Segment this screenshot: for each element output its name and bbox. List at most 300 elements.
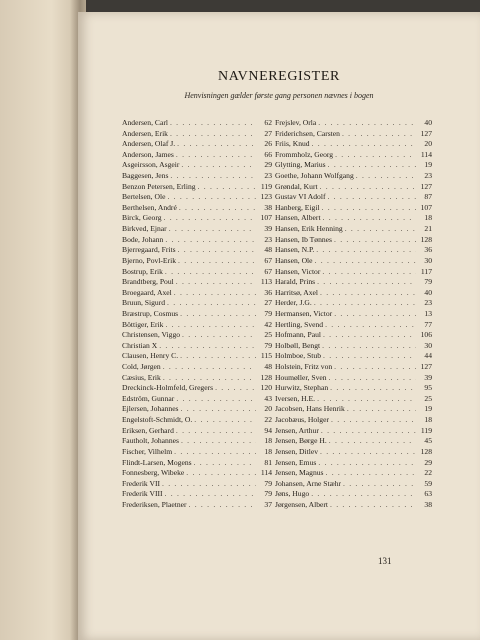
entry-page: 38	[264, 202, 272, 212]
entry-page: 115	[260, 351, 272, 361]
entry-name: Dreckinck-Holmfeld, Gregers	[122, 383, 214, 393]
index-entry	[275, 203, 432, 214]
entry-name: Hermansen, Victor	[275, 308, 333, 318]
dot-leader	[347, 404, 416, 415]
entry-name: Houmøller, Sven	[275, 372, 327, 382]
dot-leader	[170, 118, 256, 129]
entry-page: 36	[264, 287, 272, 297]
index-entry	[275, 373, 432, 384]
dot-leader	[318, 458, 416, 469]
index-entry	[275, 118, 432, 129]
index-entry	[122, 203, 272, 214]
index-entry	[275, 245, 432, 256]
entry-name: Fautholt, Johannes	[122, 436, 179, 446]
dot-leader	[165, 267, 256, 278]
index-entry	[275, 309, 432, 320]
entry-page: 117	[420, 266, 432, 276]
entry-page: 26	[264, 139, 272, 149]
index-entry	[122, 373, 272, 384]
index-entry	[275, 500, 432, 511]
entry-page: 107	[260, 213, 272, 223]
dot-leader	[198, 182, 256, 193]
dot-leader	[356, 171, 416, 182]
dot-leader	[165, 489, 256, 500]
entry-name: Broegaard, Axel	[122, 287, 172, 297]
entry-page: 127	[420, 362, 432, 372]
entry-name: Cæsius, Erik	[122, 372, 161, 382]
entry-page: 45	[424, 436, 432, 446]
dot-leader	[330, 500, 416, 511]
entry-name: Bræstrup, Cosmus	[122, 308, 179, 318]
entry-name: Böttiger, Erik	[122, 319, 164, 329]
entry-name: Frederik VIII	[122, 489, 163, 499]
index-entry	[122, 118, 272, 129]
page-title: NAVNEREGISTER	[218, 69, 340, 84]
entry-name: Johansen, Arne Stæhr	[275, 478, 342, 488]
entry-page: 23	[264, 171, 272, 181]
index-entry	[122, 139, 272, 150]
dot-leader	[167, 192, 256, 203]
entry-name: Ejlersen, Johannes	[122, 404, 179, 414]
index-entry	[122, 245, 272, 256]
entry-name: Flindt-Larsen, Mogens	[122, 457, 192, 467]
entry-name: Jensen, Arthur	[275, 425, 319, 435]
entry-name: Holmboe, Stub	[275, 351, 321, 361]
index-entry	[122, 500, 272, 511]
entry-page: 25	[264, 330, 272, 340]
dot-leader	[345, 224, 416, 235]
index-entry	[122, 351, 272, 362]
index-column-left	[122, 118, 272, 511]
entry-name: Jensen, Børge H.	[275, 436, 327, 446]
entry-page: 37	[264, 499, 272, 509]
entry-name: Brandtberg, Poul	[122, 277, 174, 287]
entry-name: Holstein, Fritz von	[275, 362, 333, 372]
entry-name: Andersen, Olaf J.	[122, 139, 176, 149]
entry-name: Jensen, Emus	[275, 457, 317, 467]
entry-name: Clausen, Henry C.	[122, 351, 179, 361]
entry-name: Hansen, Victor	[275, 266, 321, 276]
dot-leader	[182, 330, 256, 341]
index-entry	[122, 426, 272, 437]
index-entry	[275, 160, 432, 171]
entry-page: 22	[424, 468, 432, 478]
entry-name: Friderichsen, Carsten	[275, 128, 340, 138]
index-entry	[275, 351, 432, 362]
entry-name: Birkved, Ejnar	[122, 224, 167, 234]
entry-name: Fischer, Vilhelm	[122, 446, 173, 456]
entry-name: Hansen, Ib Tønnes	[275, 234, 333, 244]
dot-leader	[180, 309, 256, 320]
entry-page: 29	[424, 457, 432, 467]
entry-page: 77	[424, 319, 432, 329]
entry-page: 39	[424, 372, 432, 382]
entry-name: Hurwitz, Stephan	[275, 383, 329, 393]
dot-leader	[170, 171, 256, 182]
entry-name: Friis, Knud	[275, 139, 310, 149]
index-entry	[122, 277, 272, 288]
index-entry	[122, 235, 272, 246]
dot-leader	[327, 192, 416, 203]
index-entry	[275, 404, 432, 415]
entry-page: 27	[264, 128, 272, 138]
dot-leader	[322, 203, 416, 214]
entry-page: 59	[424, 478, 432, 488]
index-entry	[122, 404, 272, 415]
dot-leader	[342, 129, 416, 140]
dot-leader	[323, 330, 416, 341]
dot-leader	[334, 309, 416, 320]
index-entry	[275, 362, 432, 373]
entry-name: Herder, J.G.	[275, 298, 312, 308]
entry-name: Bostrup, Erik	[122, 266, 163, 276]
entry-name: Frederiksen, Plaetner	[122, 499, 187, 509]
entry-page: 23	[424, 298, 432, 308]
index-column-right	[275, 118, 432, 511]
entry-page: 119	[420, 425, 432, 435]
entry-name: Bertelsen, Ole	[122, 192, 166, 202]
index-entry	[275, 277, 432, 288]
entry-page: 48	[264, 362, 272, 372]
entry-page: 62	[264, 118, 272, 127]
index-entry	[122, 489, 272, 500]
dot-leader	[163, 373, 256, 384]
entry-name: Andersen, Carl	[122, 118, 168, 127]
dot-leader	[315, 256, 416, 267]
dot-leader	[326, 468, 416, 479]
entry-page: 48	[264, 245, 272, 255]
dot-leader	[334, 362, 416, 373]
entry-page: 29	[264, 160, 272, 170]
entry-page: 79	[264, 489, 272, 499]
entry-page: 128	[420, 446, 432, 456]
entry-page: 113	[260, 277, 272, 287]
index-entry	[275, 436, 432, 447]
entry-page: 39	[264, 224, 272, 234]
entry-name: Hanberg, Eigil	[275, 202, 320, 212]
dot-leader	[320, 447, 416, 458]
index-entry	[122, 362, 272, 373]
index-entry	[122, 288, 272, 299]
entry-page: 19	[424, 404, 432, 414]
entry-page: 87	[424, 192, 432, 202]
index-entry	[275, 479, 432, 490]
entry-page: 20	[424, 139, 432, 149]
dot-leader	[328, 160, 416, 171]
index-entry	[275, 150, 432, 161]
index-entry	[275, 458, 432, 469]
index-page	[78, 12, 480, 640]
dot-leader	[311, 489, 416, 500]
entry-name: Hofmann, Paul	[275, 330, 321, 340]
entry-page: 123	[260, 192, 272, 202]
index-entry	[122, 415, 272, 426]
dot-leader	[176, 277, 256, 288]
index-entry	[122, 267, 272, 278]
dot-leader	[167, 298, 256, 309]
index-entry	[275, 224, 432, 235]
dot-leader	[323, 213, 416, 224]
dot-leader	[176, 150, 256, 161]
entry-name: Hertling, Svend	[275, 319, 324, 329]
index-entry	[122, 224, 272, 235]
entry-name: Harritsø, Axel	[275, 287, 319, 297]
entry-page: 127	[420, 181, 432, 191]
dot-leader	[320, 288, 416, 299]
entry-name: Goethe, Johann Wolfgang	[275, 171, 354, 181]
index-entry	[122, 341, 272, 352]
entry-page: 18	[424, 415, 432, 425]
index-entry	[122, 150, 272, 161]
dot-leader	[194, 415, 256, 426]
entry-name: Christian X	[122, 340, 158, 350]
dot-leader	[316, 245, 416, 256]
entry-page: 44	[424, 351, 432, 361]
index-entry	[275, 235, 432, 246]
entry-page: 95	[424, 383, 432, 393]
entry-page: 18	[264, 446, 272, 456]
dot-leader	[317, 277, 416, 288]
index-entry	[275, 213, 432, 224]
entry-name: Glytting, Marius	[275, 160, 326, 170]
index-entry	[275, 394, 432, 405]
dot-leader	[176, 394, 256, 405]
dot-leader	[163, 362, 256, 373]
entry-name: Hansen, Ole	[275, 255, 313, 265]
index-entry	[122, 171, 272, 182]
entry-page: 114	[260, 468, 272, 478]
entry-name: Bruun, Sigurd	[122, 298, 166, 308]
entry-page: 119	[260, 181, 272, 191]
index-entry	[122, 182, 272, 193]
dot-leader	[331, 415, 416, 426]
entry-page: 81	[264, 457, 272, 467]
index-entry	[275, 320, 432, 331]
entry-page: 19	[424, 160, 432, 170]
dot-leader	[322, 267, 416, 278]
entry-page: 40	[424, 118, 432, 127]
dot-leader	[165, 235, 256, 246]
dot-leader	[179, 203, 256, 214]
dot-leader	[320, 182, 416, 193]
dot-leader	[325, 320, 416, 331]
dot-leader	[180, 351, 256, 362]
entry-page: 18	[264, 436, 272, 446]
entry-page: 27	[264, 298, 272, 308]
entry-page: 120	[260, 383, 272, 393]
dot-leader	[162, 479, 256, 490]
entry-name: Anderson, James	[122, 149, 174, 159]
entry-name: Bode, Johann	[122, 234, 164, 244]
index-entry	[275, 298, 432, 309]
entry-name: Bjerregaard, Frits	[122, 245, 176, 255]
index-entry	[122, 320, 272, 331]
page-number: 131	[378, 556, 392, 566]
entry-page: 25	[424, 393, 432, 403]
entry-page: 127	[420, 128, 432, 138]
dot-leader	[215, 383, 256, 394]
entry-page: 30	[424, 255, 432, 265]
index-entry	[122, 436, 272, 447]
index-entry	[122, 458, 272, 469]
index-entry	[275, 468, 432, 479]
entry-name: Fonnesberg, Wibeke	[122, 468, 185, 478]
entry-name: Engelstoft-Schmidt, O.	[122, 415, 193, 425]
dot-leader	[318, 118, 416, 129]
entry-page: 38	[424, 499, 432, 509]
index-entry	[275, 267, 432, 278]
entry-page: 79	[424, 277, 432, 287]
dot-leader	[321, 426, 416, 437]
entry-name: Holbøll, Bengt	[275, 340, 321, 350]
entry-name: Berthelsen, André	[122, 202, 177, 212]
index-entry	[122, 213, 272, 224]
entry-name: Jensen, Magnus	[275, 468, 324, 478]
index-entry	[275, 341, 432, 352]
entry-name: Cold, Jørgen	[122, 362, 161, 372]
index-entry	[275, 288, 432, 299]
dot-leader	[169, 224, 256, 235]
dot-leader	[181, 160, 256, 171]
entry-name: Frejslev, Orla	[275, 118, 317, 127]
entry-page: 114	[420, 149, 432, 159]
index-entry	[122, 394, 272, 405]
index-entry	[275, 139, 432, 150]
dot-leader	[317, 394, 416, 405]
dot-leader	[159, 341, 256, 352]
entry-name: Hansen, Albert	[275, 213, 321, 223]
entry-name: Jensen, Ditlev	[275, 446, 319, 456]
dot-leader	[312, 139, 416, 150]
index-entry	[275, 383, 432, 394]
entry-page: 18	[424, 213, 432, 223]
index-entry	[275, 489, 432, 500]
entry-page: 40	[424, 287, 432, 297]
dot-leader	[314, 298, 416, 309]
entry-page: 67	[264, 255, 272, 265]
entry-page: 79	[264, 478, 272, 488]
entry-page: 23	[264, 234, 272, 244]
entry-name: Hansen, Erik Henning	[275, 224, 343, 234]
index-entry	[275, 129, 432, 140]
entry-page: 21	[424, 224, 432, 234]
entry-name: Asgeirsson, Asgeir	[122, 160, 180, 170]
index-entry	[275, 182, 432, 193]
index-entry	[122, 192, 272, 203]
entry-name: Frommholz, Georg	[275, 149, 334, 159]
entry-name: Frederik VII	[122, 478, 161, 488]
entry-name: Jøns, Hugo	[275, 489, 310, 499]
entry-page: 66	[264, 149, 272, 159]
entry-page: 128	[420, 234, 432, 244]
entry-page: 128	[260, 372, 272, 382]
entry-page: 36	[424, 245, 432, 255]
entry-page: 107	[420, 202, 432, 212]
dot-leader	[181, 436, 256, 447]
entry-name: Jørgensen, Albert	[275, 499, 329, 509]
index-entry	[122, 447, 272, 458]
entry-name: Harald, Prins	[275, 277, 316, 287]
dot-leader	[186, 468, 256, 479]
entry-name: Baggesen, Jens	[122, 171, 169, 181]
entry-name: Eriksen, Gerhard	[122, 425, 174, 435]
entry-name: Jacobsen, Hans Henrik	[275, 404, 345, 414]
dot-leader	[330, 383, 416, 394]
entry-name: Bjerno, Povl-Erik	[122, 255, 176, 265]
dot-leader	[176, 426, 256, 437]
dot-leader	[189, 500, 256, 511]
entry-page: 63	[424, 489, 432, 499]
dot-leader	[343, 479, 416, 490]
dot-leader	[174, 447, 256, 458]
index-entry	[275, 330, 432, 341]
dot-leader	[178, 256, 256, 267]
entry-name: Jacobæus, Holger	[275, 415, 329, 425]
entry-name: Iversen, H.E.	[275, 393, 316, 403]
index-entry	[275, 192, 432, 203]
dot-leader	[329, 373, 416, 384]
dot-leader	[323, 351, 416, 362]
entry-page: 23	[424, 171, 432, 181]
entry-name: Birck, Georg	[122, 213, 162, 223]
dot-leader	[164, 213, 256, 224]
entry-page: 20	[264, 404, 272, 414]
entry-page: 42	[264, 319, 272, 329]
index-entry	[122, 383, 272, 394]
index-entry	[122, 468, 272, 479]
index-entry	[275, 415, 432, 426]
entry-name: Edström, Gunnar	[122, 393, 175, 403]
entry-page: 67	[264, 266, 272, 276]
dot-leader	[334, 235, 416, 246]
entry-name: Grøndal, Kurt	[275, 181, 318, 191]
entry-name: Gustav VI Adolf	[275, 192, 326, 202]
entry-name: Hansen, N.P.	[275, 245, 315, 255]
entry-name: Christensen, Viggo	[122, 330, 181, 340]
dot-leader	[174, 288, 256, 299]
index-entry	[122, 479, 272, 490]
dot-leader	[165, 320, 256, 331]
index-entry	[275, 171, 432, 182]
dot-leader	[181, 404, 256, 415]
entry-page: 79	[264, 308, 272, 318]
index-entry	[275, 426, 432, 437]
entry-page: 94	[264, 425, 272, 435]
index-entry	[122, 298, 272, 309]
entry-name: Benzon Petersen, Erling	[122, 181, 196, 191]
entry-page: 22	[264, 415, 272, 425]
index-entry	[275, 447, 432, 458]
dot-leader	[178, 245, 256, 256]
entry-page: 106	[420, 330, 432, 340]
dot-leader	[329, 436, 416, 447]
page-subtitle: Henvisningen gælder første gang personen nævnes i bogen	[184, 91, 374, 100]
entry-page: 79	[264, 340, 272, 350]
index-entry	[122, 256, 272, 267]
dot-leader	[177, 139, 256, 150]
dot-leader	[335, 150, 416, 161]
dot-leader	[194, 458, 256, 469]
dot-leader	[170, 129, 256, 140]
index-entry	[122, 330, 272, 341]
dot-leader	[322, 341, 416, 352]
entry-page: 30	[424, 340, 432, 350]
index-entry	[122, 129, 272, 140]
entry-name: Andersen, Erik	[122, 128, 168, 138]
index-entry	[122, 309, 272, 320]
entry-page: 13	[424, 308, 432, 318]
entry-page: 43	[264, 393, 272, 403]
